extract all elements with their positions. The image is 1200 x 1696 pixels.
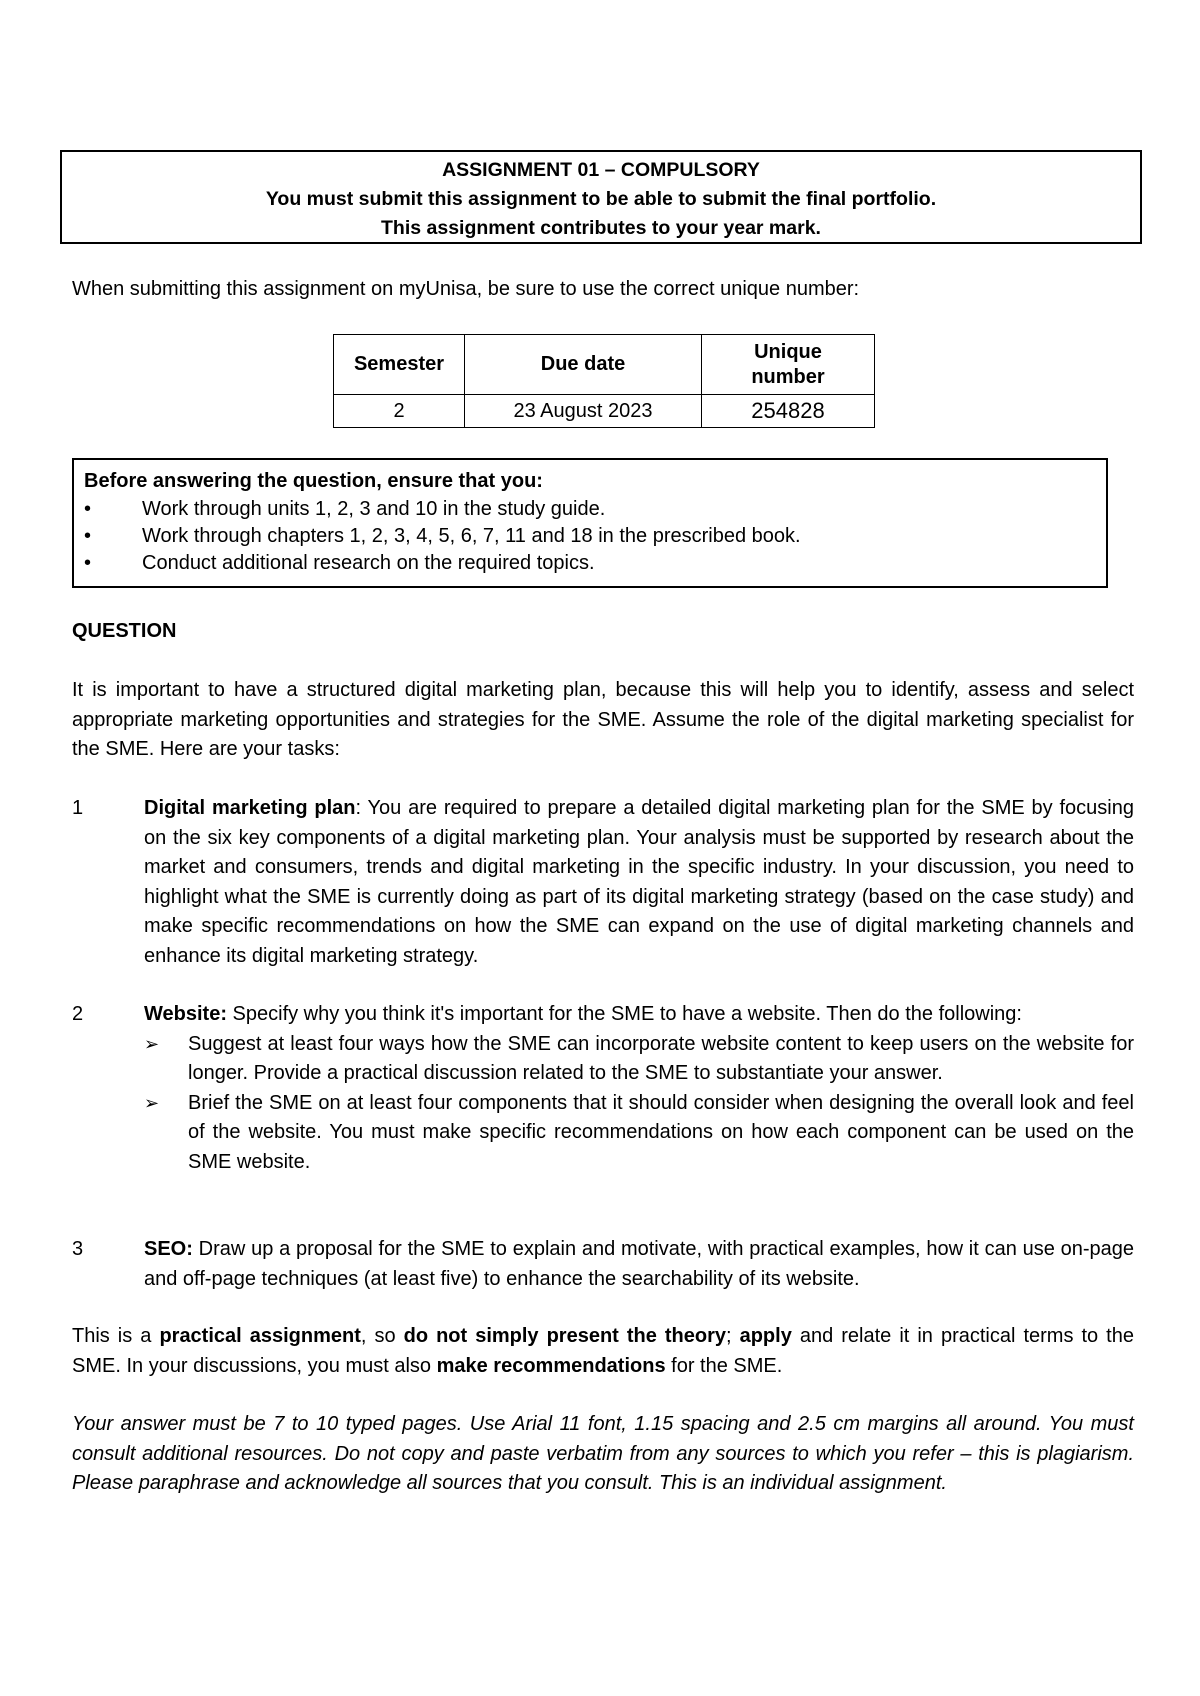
table-row [334, 395, 875, 428]
task-text: Specify why you think it's important for the SME to have a website. Then do the following: [226, 1003, 1022, 1025]
list-item-text: Work through units 1, 2, 3 and 10 in the study guide. [142, 498, 606, 520]
task-number: 3 [72, 1238, 84, 1260]
task-title: SEO: [144, 1238, 193, 1260]
before-answering-list [84, 496, 1096, 577]
bullet-dot-icon: • [84, 552, 92, 574]
table-header-due-date: Due date [465, 335, 702, 395]
task-3 [72, 1235, 1134, 1294]
submission-intro: When submitting this assignment on myUnisa, be sure to use the correct unique number: [72, 278, 860, 300]
practical-emphasis: do not simply present the theory [403, 1325, 726, 1347]
list-item [84, 523, 1096, 550]
list-item-text: Suggest at least four ways how the SME can incorporate website content to keep users on the website for longer. Provide a practical discussion related to the SME to substantiate your answer. [188, 1032, 1134, 1084]
list-item-text: Work through chapters 1, 2, 3, 4, 5, 6, 7, 11 and 18 in the prescribed book. [142, 525, 801, 547]
before-answering-box [72, 458, 1108, 588]
list-item [144, 1089, 1134, 1178]
task-number: 2 [72, 1003, 84, 1025]
format-instructions: Your answer must be 7 to 10 typed pages. Use Arial 11 font, 1.15 spacing and 2.5 cm margins all around. You must consult additional resources. Do not copy and paste verbatim from any sources to which you refer – this is plagiarism. Please paraphrase and acknowledge all sources that you consult. This is an individual assignment. [72, 1413, 1134, 1494]
practical-text: ; [726, 1325, 740, 1347]
question-heading: QUESTION [72, 620, 177, 642]
before-answering-title: Before answering the question, ensure that you: [84, 470, 543, 492]
table-header-semester: Semester [334, 335, 465, 395]
task-sub-list [144, 1030, 1134, 1178]
year-mark-note: This assignment contributes to your year mark. [381, 217, 821, 239]
task-number: 1 [72, 797, 84, 819]
practical-text: and relate it in practical terms to the SME. In your discussions, you must also [72, 1325, 1134, 1377]
table-header-unique-number [702, 335, 875, 395]
table-header-row [334, 335, 875, 395]
table-cell-unique-number: 254828 [702, 395, 875, 428]
arrow-bullet-icon: ➢ [144, 1092, 160, 1113]
bullet-dot-icon: • [84, 525, 92, 547]
practical-text: This is a [72, 1325, 160, 1347]
practical-text: for the SME. [665, 1354, 783, 1377]
assignment-header-box [60, 150, 1142, 244]
due-date-table [333, 334, 875, 428]
task-body [144, 794, 1134, 971]
table-cell-due-date: 23 August 2023 [465, 395, 702, 428]
table-cell-semester: 2 [334, 395, 465, 428]
task-2 [72, 1000, 1134, 1177]
task-title: Digital marketing plan [144, 797, 356, 819]
submission-requirement: You must submit this assignment to be able to submit the final portfolio. [265, 188, 937, 210]
table-header-unique-number-label: Unique number [751, 340, 825, 388]
list-item [84, 496, 1096, 523]
task-text: : You are required to prepare a detailed digital marketing plan for the SME by focusing on the six key components of a digital marketing plan. Your analysis must be supported by research about the market and consumers, trends and digital marketing in the specific industry. In your discussion, you need to highlight what the SME is currently doing as part of its digital marketing strategy (based on the case study) and make specific recommendations on how the SME can expand on the use of digital marketing channels and enhance its digital marketing strategy. [144, 797, 1134, 967]
list-item-text: Brief the SME on at least four components that it should consider when designing the overall look and feel of the website. You must make specific recommendations on how each component can be used on the SME website. [188, 1091, 1134, 1173]
list-item [84, 550, 1096, 577]
task-title: Website: [144, 1003, 227, 1025]
task-body [144, 1000, 1134, 1177]
task-1 [72, 794, 1134, 971]
practical-text: , so [360, 1325, 404, 1347]
practical-emphasis: apply [739, 1325, 792, 1347]
question-intro: It is important to have a structured digital marketing plan, because this will help you to identify, assess and select appropriate marketing opportunities and strategies for the SME. Assume the role of the digital marketing specialist for the SME. Here are your tasks: [72, 679, 1134, 760]
list-item-text: Conduct additional research on the required topics. [142, 552, 595, 574]
task-text: Draw up a proposal for the SME to explain and motivate, with practical examples, how it can use on-page and off-page techniques (at least five) to enhance the searchability of its website. [144, 1238, 1134, 1290]
task-body [144, 1235, 1134, 1294]
arrow-bullet-icon: ➢ [144, 1033, 160, 1054]
practical-emphasis: practical assignment [159, 1325, 361, 1347]
practical-emphasis: make recommendations [436, 1354, 666, 1377]
practical-assignment-paragraph [72, 1322, 1134, 1381]
bullet-dot-icon: • [84, 498, 92, 520]
list-item [144, 1030, 1134, 1089]
assignment-title: ASSIGNMENT 01 – COMPULSORY [442, 159, 760, 181]
